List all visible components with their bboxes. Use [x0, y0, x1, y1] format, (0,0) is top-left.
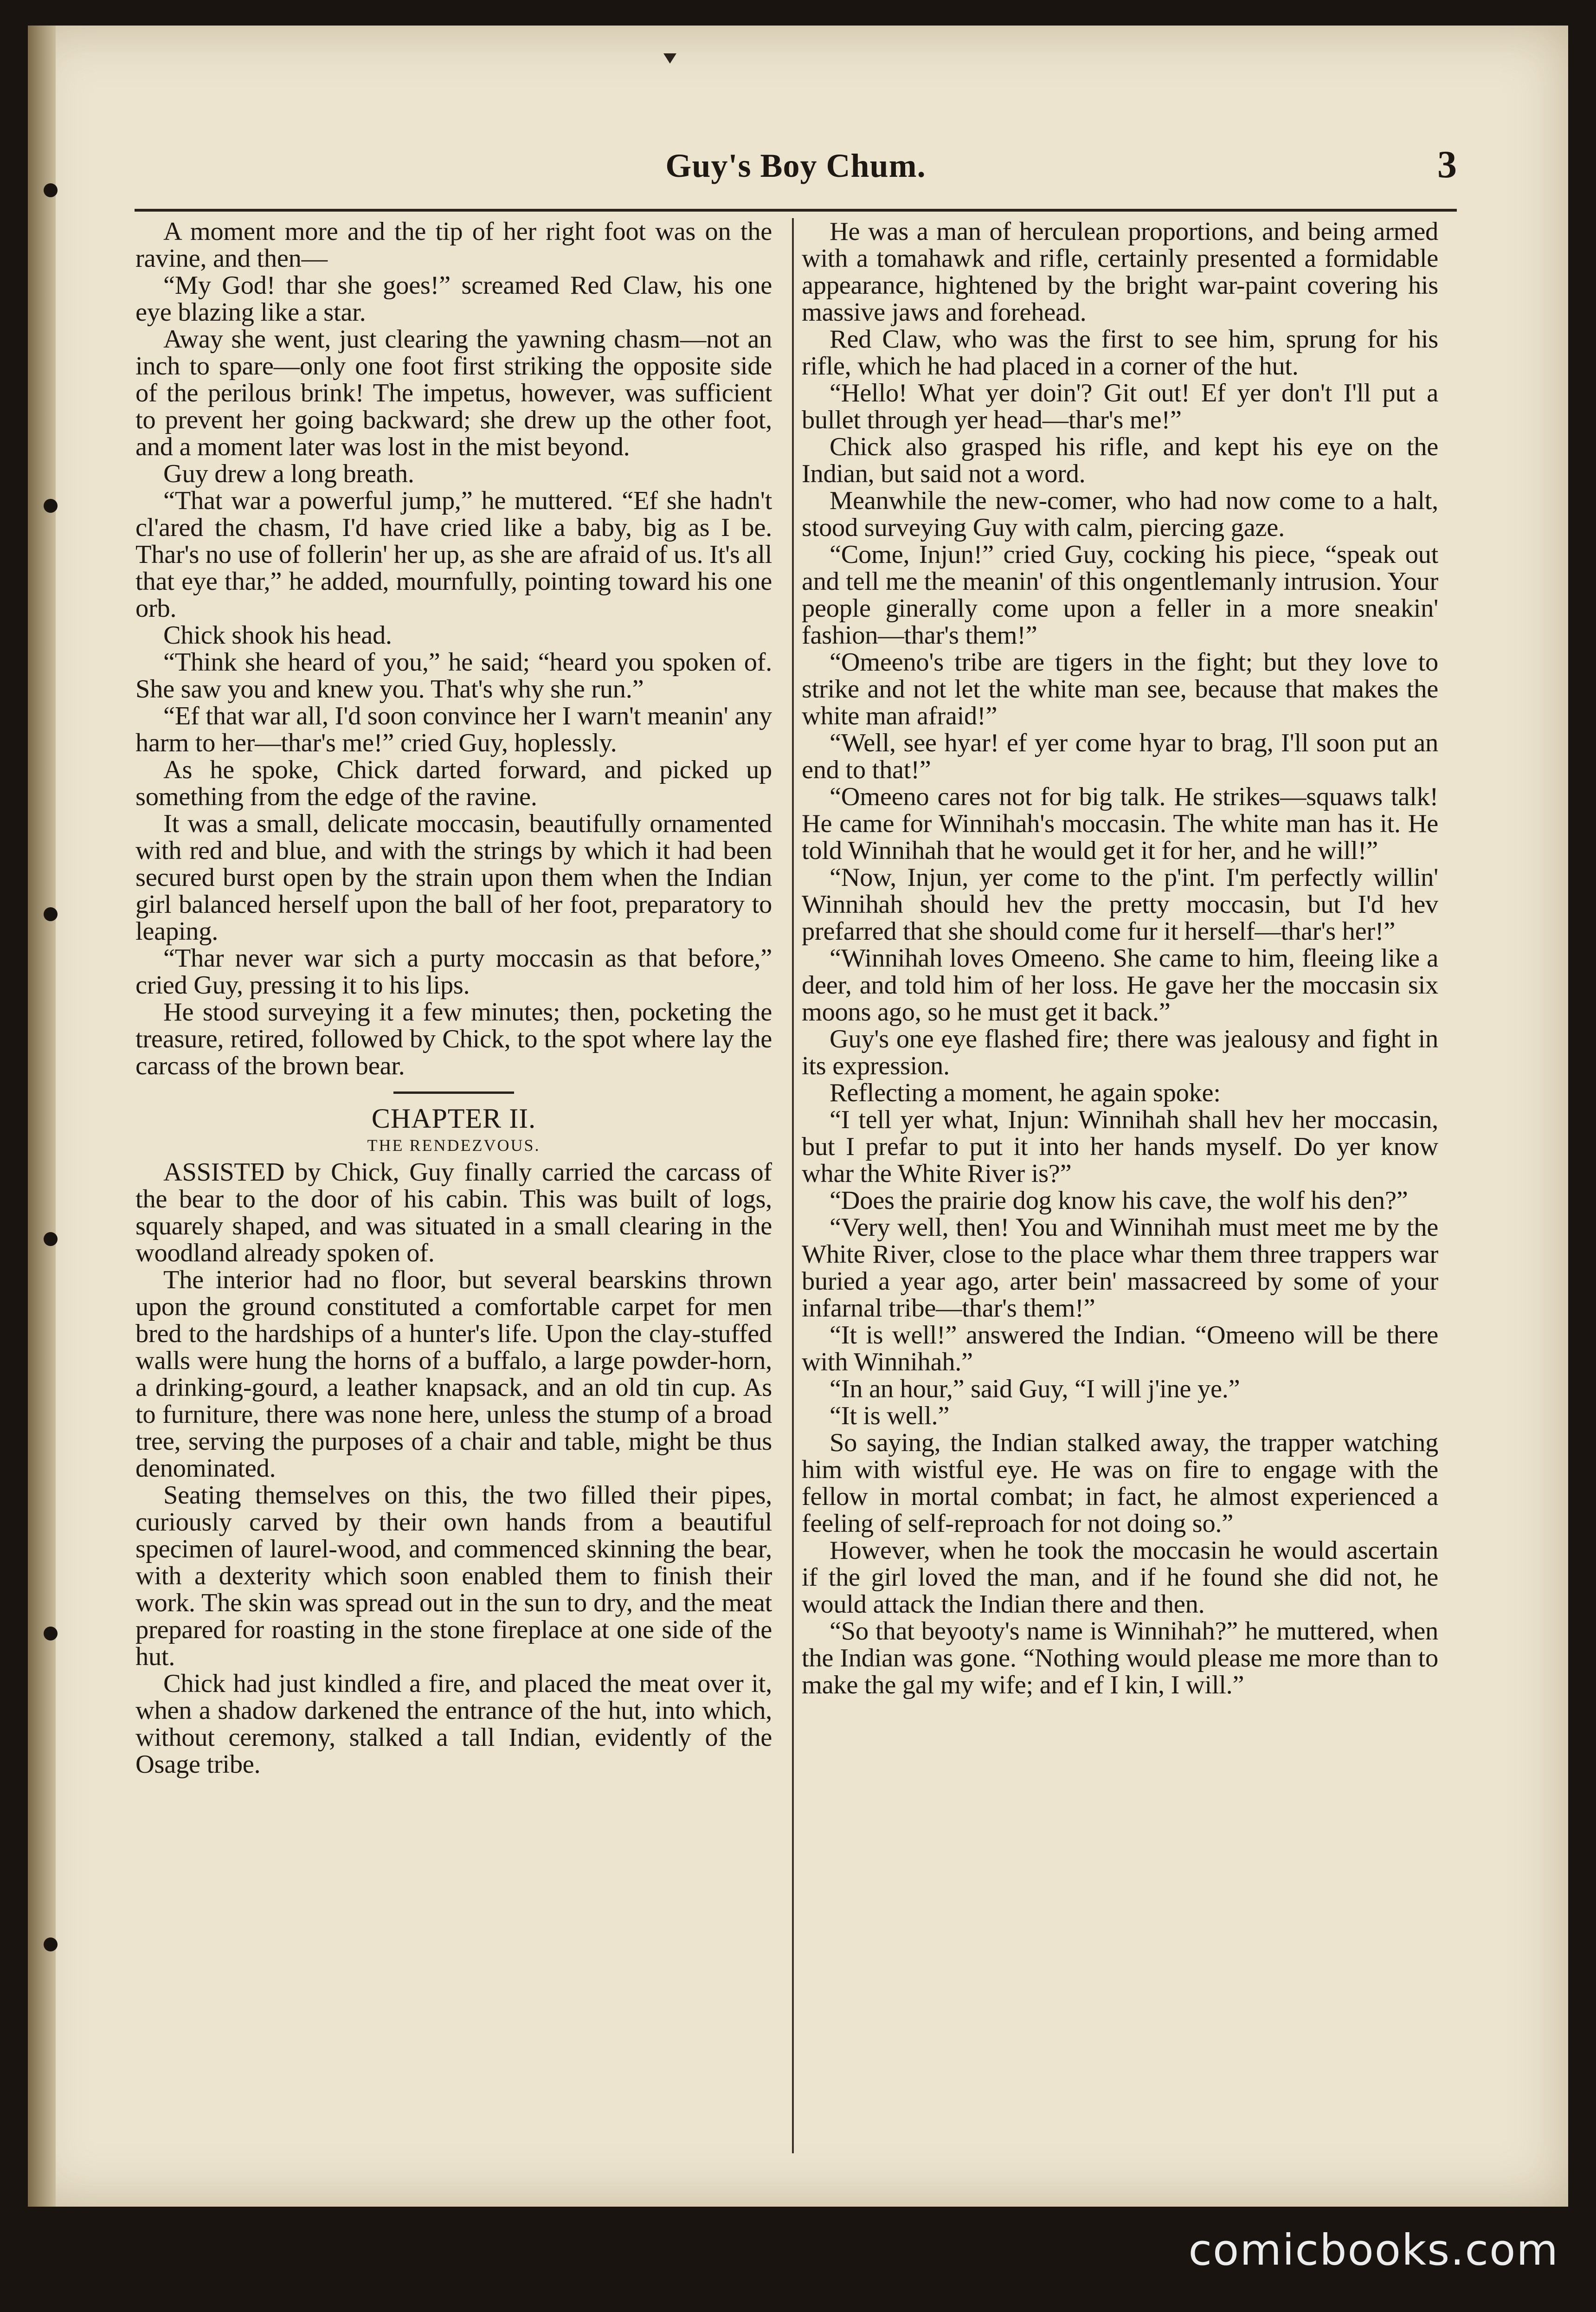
paragraph: “It is well!” answered the Indian. “Omeeno will be there with Winnihah.”	[802, 1321, 1438, 1376]
paragraph: ASSISTED by Chick, Guy finally carried the carcass of the bear to the door of his cabin. This was built of logs, squarely shaped, and was situated in a small clearing in the woodland already spoken of.	[135, 1158, 772, 1267]
paragraph: It was a small, delicate moccasin, beautifully ornamented with red and blue, and with the strings by which it had been secured burst open by the strain upon them when the Indian girl balanced herself upon the ball of her foot, preparatory to leaping.	[135, 809, 772, 946]
running-title: Guy's Boy Chum.	[665, 147, 926, 184]
binding-stitch	[44, 907, 58, 921]
paragraph: “Does the prairie dog know his cave, the wolf his den?”	[830, 1186, 1408, 1215]
paragraph: Chick also grasped his rifle, and kept his eye on the Indian, but said not a word.	[802, 433, 1438, 488]
right-column	[802, 218, 1438, 2144]
paragraph: “Think she heard of you,” he said; “heard you spoken of. She saw you and knew you. That's why she run.”	[135, 648, 772, 704]
chapter-subtitle: THE RENDEZVOUS.	[367, 1136, 541, 1155]
paragraph: “I tell yer what, Injun: Winnihah shall hev her moccasin, but I prefar to put it into her hands myself. Do yer know whar the White River is?”	[802, 1105, 1438, 1188]
binding-stitch	[44, 1232, 58, 1246]
paragraph: “Omeeno's tribe are tigers in the fight; but they love to strike and not let the white man see, because that makes the white man afraid!”	[802, 648, 1438, 730]
paragraph: A moment more and the tip of her right foot was on the ravine, and then—	[135, 218, 772, 273]
watermark-logo: comicbooks.com	[1188, 2225, 1559, 2275]
paragraph: “It is well.”	[830, 1401, 950, 1430]
binding-spine	[28, 26, 56, 2207]
paragraph: Red Claw, who was the first to see him, sprung for his rifle, which he had placed in a corner of the hut.	[802, 325, 1438, 381]
paragraph: “So that beyooty's name is Winnihah?” he muttered, when the Indian was gone. “Nothing would please me more than to make the gal my wife; and ef I kin, I will.”	[802, 1617, 1438, 1699]
paragraph: Guy drew a long breath.	[163, 459, 414, 488]
binding-stitch	[44, 499, 58, 513]
right-column-text	[802, 218, 1438, 1698]
paragraph: Seating themselves on this, the two filled their pipes, curiously carved by their own hands from a beautiful specimen of laurel-wood, and commenced skinning the bear, with a dexterity which soon enabled them to finish their work. The skin was spread out in the sun to dry, and the meat prepared for roasting in the stone fireplace at one side of the hut.	[135, 1481, 772, 1671]
left-column-text-before	[135, 218, 772, 1079]
paragraph: “Hello! What yer doin'? Git out! Ef yer don't I'll put a bullet through yer head—thar's me!”	[802, 379, 1438, 434]
paragraph: The interior had no floor, but several bearskins thrown upon the ground constituted a comfortable carpet for men bred to the hardships of a hunter's life. Upon the clay-stuffed walls were hung the horns of a buffalo, a large powder-horn, a drinking-gourd, a leather knapsack, and an old tin cup. As to furniture, there was none here, unless the stump of a broad tree, serving the purposes of a chair and table, might be thus denominated.	[135, 1266, 772, 1483]
paragraph: “Omeeno cares not for big talk. He strikes—squaws talk! He came for Winnihah's moccasin. The white man has it. He told Winnihah that he would get it for her, and he will!”	[802, 782, 1438, 865]
paragraph: However, when he took the moccasin he would ascertain if the girl loved the man, and if he found she did not, he would attack the Indian there and then.	[802, 1536, 1438, 1619]
page-number: 3	[1437, 143, 1457, 186]
paragraph: So saying, the Indian stalked away, the trapper watching him with wistful eye. He was on fire to engage with the fellow in mortal combat; in fact, he almost experienced a feeling of self-reproach for not doing so.”	[802, 1428, 1438, 1538]
paragraph: As he spoke, Chick darted forward, and picked up something from the edge of the ravine.	[135, 756, 772, 811]
paragraph: “Very well, then! You and Winnihah must meet me by the White River, close to the place whar them three trappers war buried a year ago, arter bein' massacreed by some of your infarnal tribe—thar's them!”	[802, 1213, 1438, 1323]
paragraph: He stood surveying it a few minutes; then, pocketing the treasure, retired, followed by Chick, to the spot where lay the carcass of the brown bear.	[135, 998, 772, 1080]
paragraph: “That war a powerful jump,” he muttered. “Ef she hadn't cl'ared the chasm, I'd have cried like a baby, big as I be. Thar's no use of follerin' her up, as she are afraid of us. It's all that eye thar,” he added, mournfully, pointing toward his one orb.	[135, 486, 772, 623]
paragraph: Chick shook his head.	[163, 621, 392, 650]
paragraph: Reflecting a moment, he again spoke:	[830, 1079, 1221, 1107]
left-column-text-after	[135, 1159, 772, 1778]
paragraph: Meanwhile the new-comer, who had now come to a halt, stood surveying Guy with calm, piercing gaze.	[802, 486, 1438, 542]
paragraph: “My God! thar she goes!” screamed Red Claw, his one eye blazing like a star.	[135, 271, 772, 327]
paragraph: “Winnihah loves Omeeno. She came to him, fleeing like a deer, and told him of her loss. He gave her the moccasin six moons ago, so he must get it back.”	[802, 944, 1438, 1027]
printer-mark	[663, 53, 676, 64]
binding-stitch	[44, 1627, 58, 1640]
binding-stitch	[44, 183, 58, 197]
paragraph: “In an hour,” said Guy, “I will j'ine ye.”	[830, 1375, 1240, 1403]
paragraph: He was a man of herculean proportions, and being armed with a tomahawk and rifle, certainly presented a formidable appearance, hightened by the bright war-paint covering his massive jaws and forehead.	[802, 218, 1438, 327]
paragraph: “Ef that war all, I'd soon convince her I warn't meanin' any harm to her—thar's me!” cried Guy, hoplessly.	[135, 702, 772, 757]
chapter-separator	[393, 1091, 514, 1094]
running-header	[135, 139, 1457, 212]
chapter-title: CHAPTER II.	[371, 1103, 536, 1134]
paragraph: “Come, Injun!” cried Guy, cocking his piece, “speak out and tell me the meanin' of this ongentlemanly intrusion. Your people ginerally come upon a feller in a more sneakin' fashion—thar's them!”	[802, 540, 1438, 650]
paragraph: Guy's one eye flashed fire; there was jealousy and fight in its expression.	[802, 1025, 1438, 1080]
column-divider	[792, 218, 794, 2153]
left-column	[135, 218, 772, 2144]
paragraph: Chick had just kindled a fire, and placed the meat over it, when a shadow darkened the entrance of the hut, into which, without ceremony, stalked a tall Indian, evidently of the Osage tribe.	[135, 1669, 772, 1779]
binding-stitch	[44, 1937, 58, 1951]
paragraph: “Thar never war sich a purty moccasin as that before,” cried Guy, pressing it to his lips.	[135, 944, 772, 1000]
paragraph: Away she went, just clearing the yawning chasm—not an inch to spare—only one foot first striking the opposite side of the perilous brink! The impetus, however, was sufficient to prevent her going backward; she drew up the other foot, and a moment later was lost in the mist beyond.	[135, 325, 772, 461]
paragraph: “Now, Injun, yer come to the p'int. I'm perfectly willin' Winnihah should hev the pretty moccasin, but I'd hev prefarred that she should come fur it herself—thar's her!”	[802, 863, 1438, 946]
paragraph: “Well, see hyar! ef yer come hyar to brag, I'll soon put an end to that!”	[802, 729, 1438, 784]
